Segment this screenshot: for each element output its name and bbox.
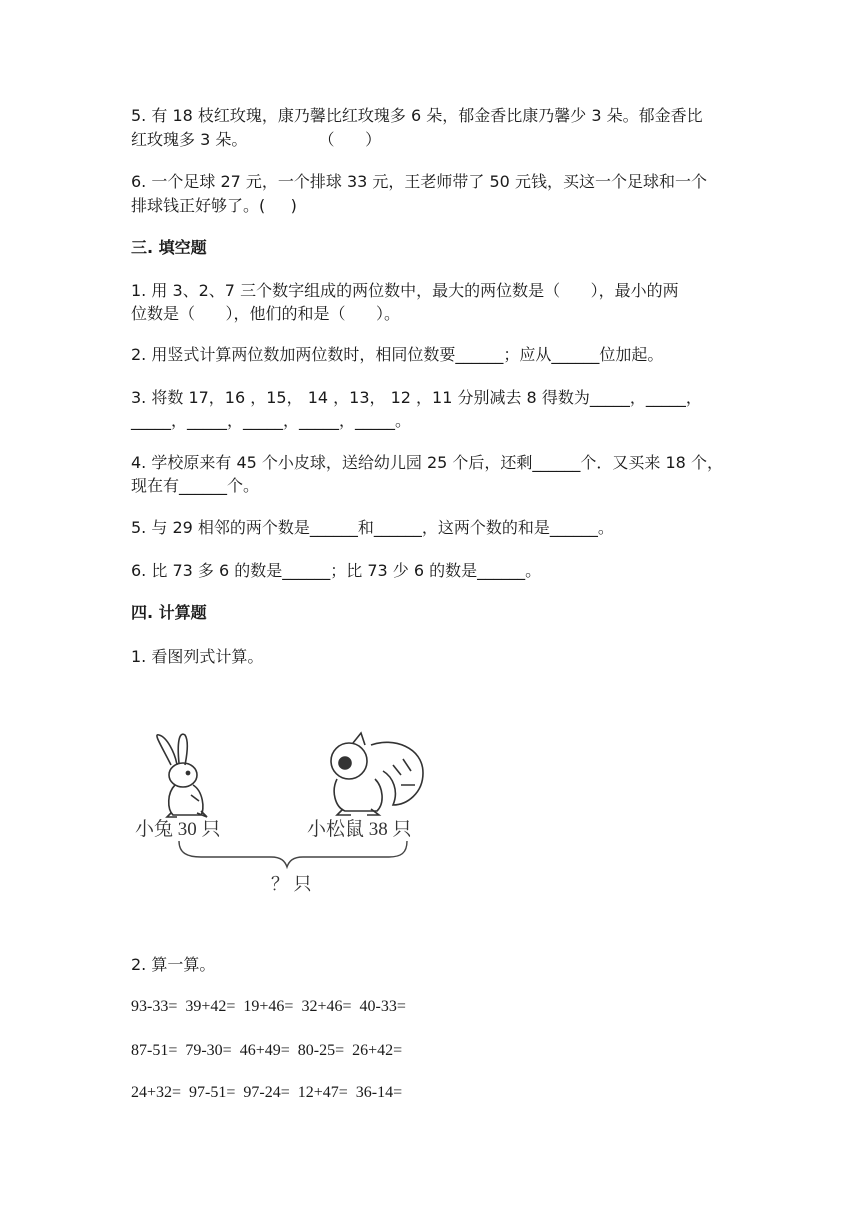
- calc-row-1: 93-33= 39+42= 19+46= 32+46= 40-33=: [131, 998, 406, 1015]
- fill-q5: 5. 与 29 相邻的两个数是______和______，这两个数的和是______。: [131, 518, 614, 537]
- fill-q1-line2: 位数是（ ），他们的和是（ ）。: [131, 304, 401, 323]
- illustration-picture: [131, 725, 441, 900]
- fill-q6: 6. 比 73 多 6 的数是______；比 73 少 6 的数是______。: [131, 561, 542, 580]
- total-brace: [179, 841, 407, 867]
- fill-q3-line2: _____，_____，_____，_____，_____。: [131, 411, 412, 430]
- fill-q4-line2: 现在有______个。: [131, 476, 260, 495]
- fill-q1-line1: 1. 用 3、2、7 三个数字组成的两位数中，最大的两位数是（ ），最小的两: [131, 281, 679, 300]
- rabbit-icon: [157, 734, 207, 817]
- squirrel-count-label: 小松鼠 38 只: [307, 819, 412, 840]
- judge-q5-line1: 5. 有 18 枝红玫瑰，康乃馨比红玫瑰多 6 朵，郁金香比康乃馨少 3 朵。郁金香比: [131, 106, 703, 125]
- fill-q4-line1: 4. 学校原来有 45 个小皮球，送给幼儿园 25 个后，还剩______个．又买来 18 个，: [131, 453, 723, 472]
- calc-row-3: 24+32= 97-51= 97-24= 12+47= 36-14=: [131, 1084, 403, 1101]
- judge-q6-line2: 排球钱正好够了。( ): [131, 196, 297, 215]
- calc-q1: 1. 看图列式计算。: [131, 647, 264, 666]
- calc-q2: 2. 算一算。: [131, 955, 216, 974]
- fill-q3-line1: 3. 将数 17，16 ，15， 14 ，13， 12 ，11 分别减去 8 得数为_____，_____，: [131, 388, 702, 407]
- judge-q5-line2: 红玫瑰多 3 朵。 （ ）: [131, 130, 382, 149]
- judge-q6-line1: 6. 一个足球 27 元，一个排球 33 元，王老师带了 50 元钱，买这一个足球和一个: [131, 172, 707, 191]
- rabbit-count-label: 小兔 30 只: [135, 819, 221, 840]
- squirrel-icon: [331, 733, 423, 815]
- section-heading-fill: 三. 填空题: [131, 238, 207, 257]
- total-unknown-label: ？ 只: [271, 874, 312, 894]
- fill-q2: 2. 用竖式计算两位数加两位数时，相同位数要______；应从______位加起。: [131, 345, 664, 364]
- section-heading-calc: 四. 计算题: [131, 603, 207, 622]
- calc-row-2: 87-51= 79-30= 46+49= 80-25= 26+42=: [131, 1042, 403, 1059]
